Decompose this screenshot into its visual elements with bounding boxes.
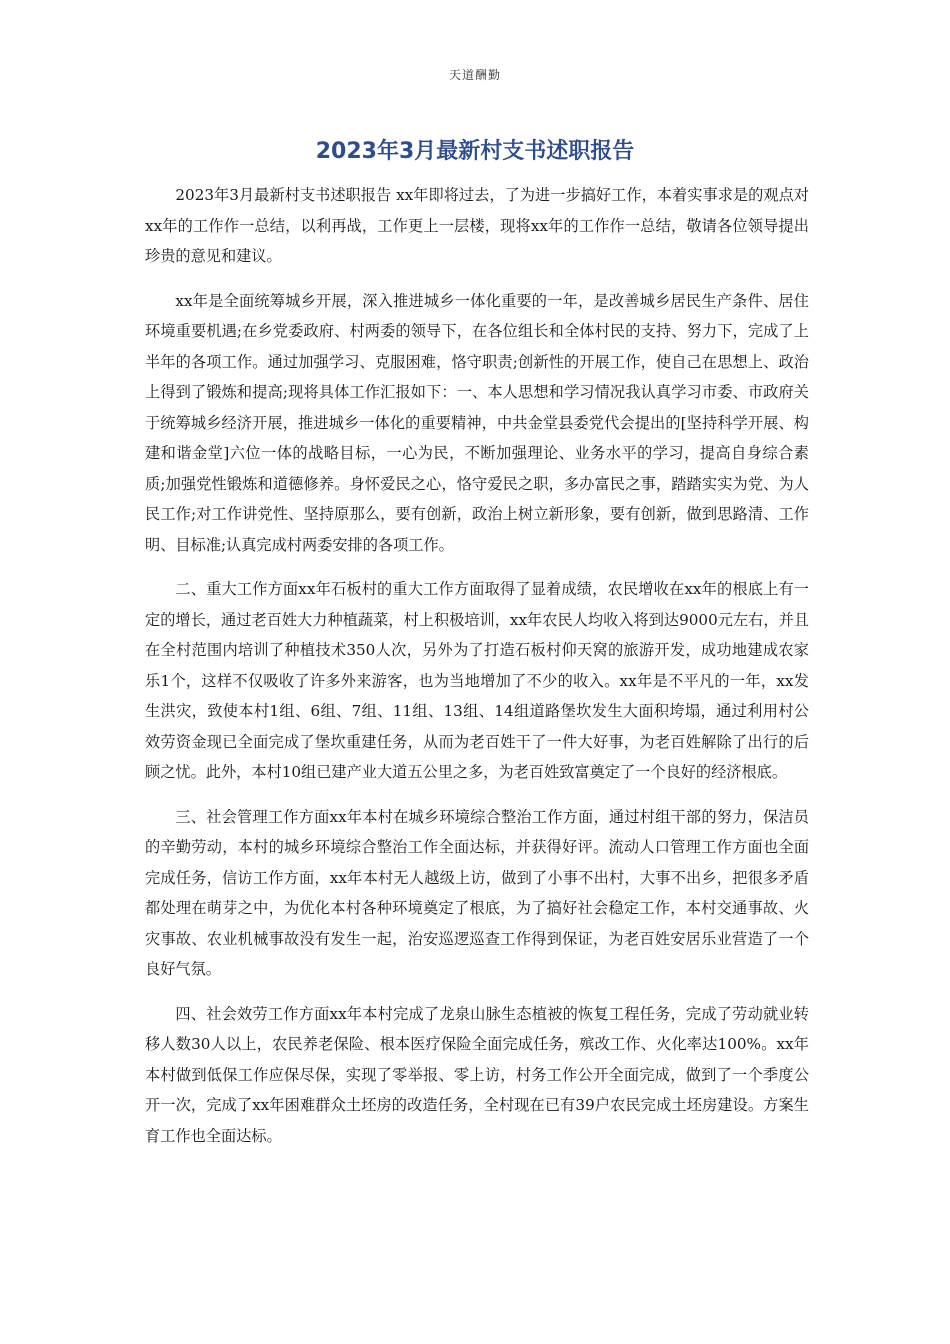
- paragraph-social-service: 四、社会效劳工作方面xx年本村完成了龙泉山脉生态植被的恢复工程任务，完成了劳动就业转移人数30人以上，农民养老保险、根本医疗保险全面完成任务，殡改工作、火化率达100%。xx年本村做到低保工作应保尽保，实现了零举报、零上访，村务工作公开全面完成，做到了一个季度公开一次，完成了xx年困难群众土坯房的改造任务，全村现在已有39户农民完成土坯房建设。方案生育工作也全面达标。: [145, 1004, 809, 1145]
- paragraph-intro: 2023年3月最新村支书述职报告 xx年即将过去，了为进一步搞好工作，本着实事求是的观点对xx年的工作作一总结，以利再战，工作更上一层楼，现将xx年的工作作一总结，敬请各位领导提出珍贵的意见和建议。: [145, 186, 809, 265]
- paragraph-personal-study: xx年是全面统筹城乡开展，深入推进城乡一体化重要的一年，是改善城乡居民生产条件、居住环境重要机遇;在乡党委政府、村两委的领导下，在各位组长和全体村民的支持、努力下，完成了上半年的各项工作。通过加强学习、克服困难，恪守职责;创新性的开展工作，使自己在思想上、政治上得到了锻炼和提高;现将具体工作汇报如下：一、本人思想和学习情况我认真学习市委、市政府关于统筹城乡经济开展，推进城乡一体化的重要精神，中共金堂县委党代会提出的[坚持科学开展、构建和谐金堂]六位一体的战略目标，一心为民，不断加强理论、业务水平的学习，提高自身综合素质;加强党性锻炼和道德修养。身怀爱民之心，恪守爱民之职，多办富民之事，踏踏实实为党、为人民工作;对工作讲党性、坚持原那么，要有创新，政治上树立新形象，要有创新，做到思路清、工作明、目标准;认真完成村两委安排的各项工作。: [145, 291, 809, 554]
- document-title: 2023年3月最新村支书述职报告: [315, 139, 635, 164]
- paragraph-major-work: 二、重大工作方面xx年石板村的重大工作方面取得了显着成绩，农民增收在xx年的根底上有一定的增长，通过老百姓大力种植蔬菜，村上积极培训，xx年农民人均收入将到达9000元左右，并且在全村范围内培训了种植技术350人次，另外为了打造石板村仰天窝的旅游开发，成功地建成农家乐1个，这样不仅吸收了许多外来游客，也为当地增加了不少的收入。xx年是不平凡的一年，xx发生洪灾，致使本村1组、6组、7组、11组、13组、14组道路堡坎发生大面积垮塌，通过利用村公效劳资金现已全面完成了堡坎重建任务，从而为老百姓干了一件大好事，为老百姓解除了出行的后顾之忧。此外，本村10组已建产业大道五公里之多，为老百姓致富奠定了一个良好的经济根底。: [145, 580, 809, 781]
- document-body: [145, 180, 809, 1165]
- paragraph-social-management: 三、社会管理工作方面xx年本村在城乡环境综合整治工作方面，通过村组干部的努力，保洁员的辛勤劳动，本村的城乡环境综合整治工作全面达标，并获得好评。流动人口管理工作方面也全面完成任务，信访工作方面，xx年本村无人越级上访，做到了小事不出村，大事不出乡，把很多矛盾都处理在萌芽之中，为优化本村各种环境奠定了根底，为了搞好社会稳定工作，本村交通事故、火灾事故、农业机械事故没有发生一起，治安巡逻巡查工作得到保证，为老百姓安居乐业营造了一个良好气氛。: [145, 807, 809, 978]
- page-header: 天道酬勤: [448, 68, 501, 82]
